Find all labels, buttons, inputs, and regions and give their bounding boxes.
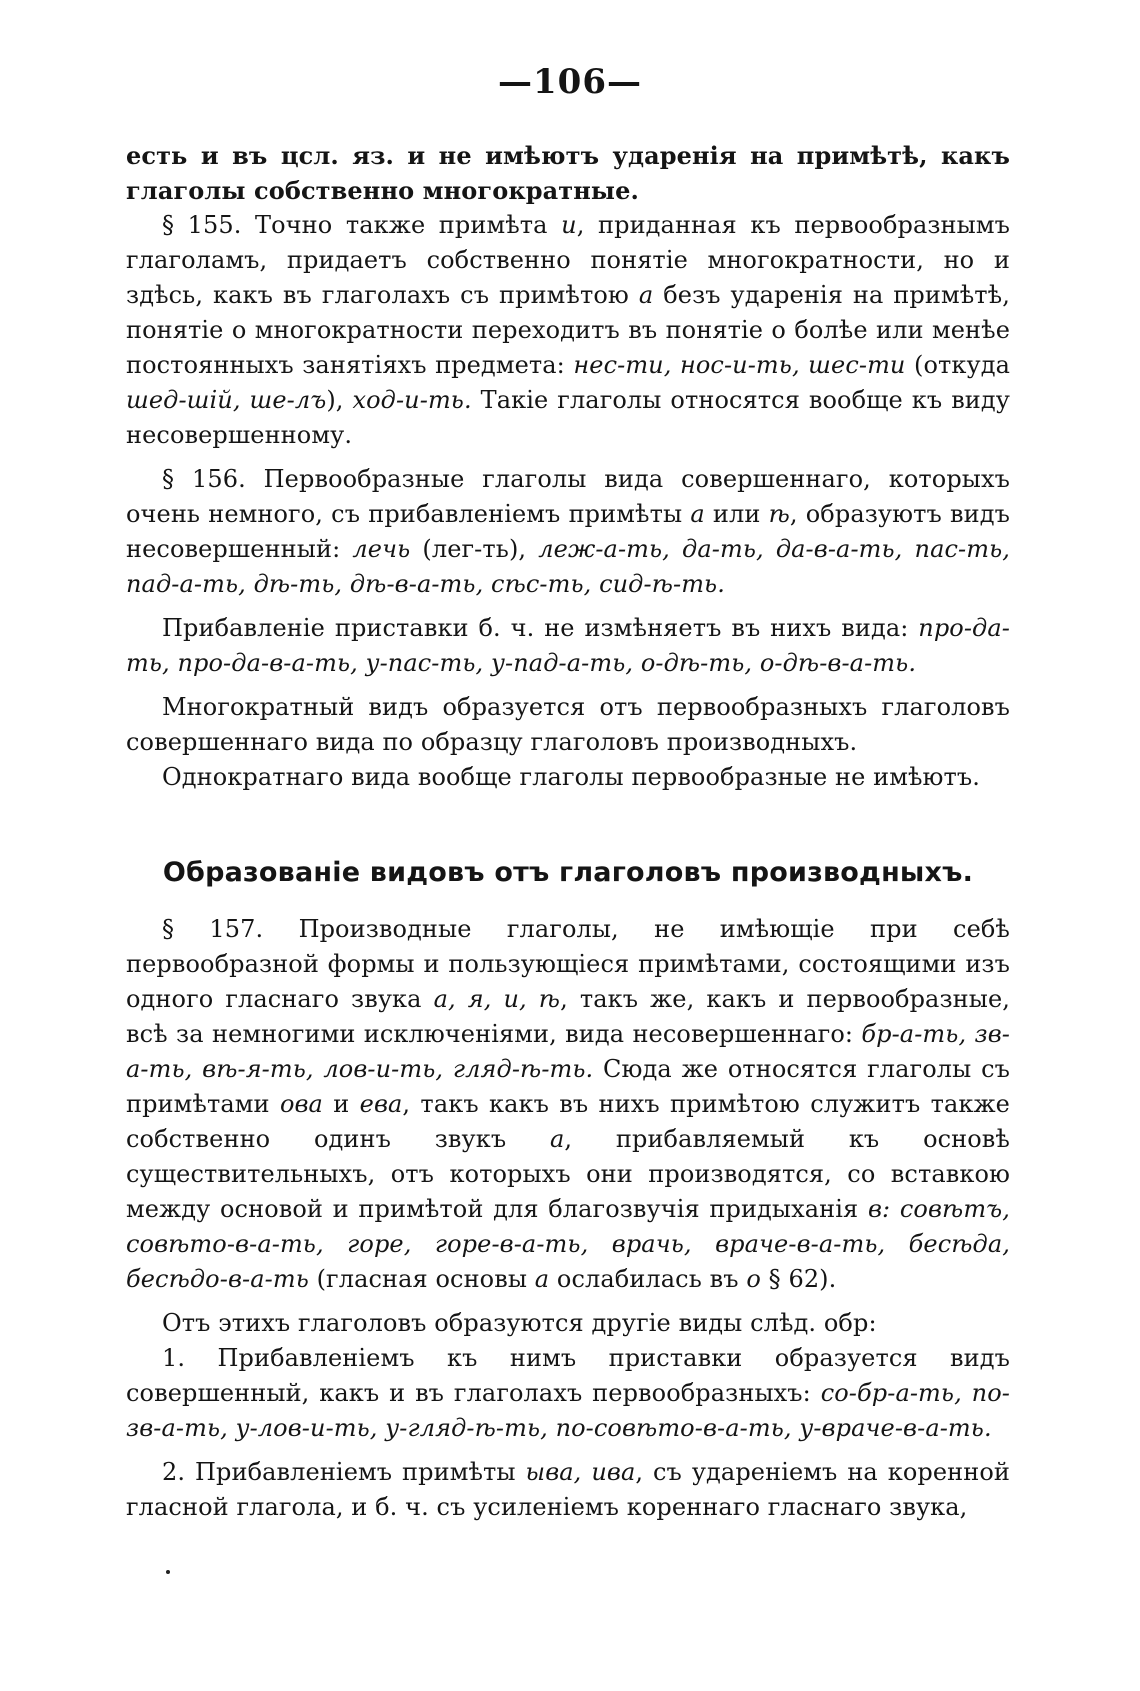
text-column	[126, 138, 1010, 1525]
section-heading: Образованіе видовъ отъ глаголовъ производныхъ.	[162, 857, 974, 888]
paragraph-continuation: есть и въ цсл. яз. и не имѣютъ ударенія на примѣтѣ, какъ глаголы собственно многократные.	[126, 141, 1010, 205]
paragraph-155: § 155. Точно также примѣта и, приданная къ первообразнымъ глаголамъ, придаетъ собственно понятіе многократности, но и здѣсь, какъ въ глаголахъ съ примѣтою а безъ ударенія на примѣтѣ, понятіе о многократности переходитъ въ понятіе о болѣе или менѣе постоянныхъ занятіяхъ предмета: нес-ти, нос-и-ть, шес-ти (откуда шед-шій, ше-лъ), ход-и-ть. Такіе глаголы относятся вообще къ виду несовершенному.	[126, 211, 1011, 449]
paragraph-other-forms: Отъ этихъ глаголовъ образуются другіе виды слѣд. обр:	[162, 1309, 877, 1337]
paragraph-156: § 156. Первообразные глаголы вида совершеннаго, которыхъ очень немного, съ прибавленіемъ примѣты а или ѣ, образуютъ видъ несовершенный: лечь (лег-ть), леж-а-ть, да-ть, да-в-а-ть, пас-ть, пад-а-ть, дѣ-ть, дѣ-в-а-ть, сѣс-ть, сид-ѣ-ть.	[126, 465, 1010, 598]
paragraph-multiple: Многократный видъ образуется отъ первообразныхъ глаголовъ совершеннаго вида по образцу глаголовъ производныхъ.	[126, 693, 1010, 756]
paragraph-157: § 157. Производные глаголы, не имѣющіе при себѣ первообразной формы и пользующіеся примѣтами, состоящими изъ одного гласнаго звука а, я, и, ѣ, такъ же, какъ и первообразные, всѣ за немногими исключеніями, вида несовершеннаго: бр-а-ть, зв-а-ть, вѣ-я-ть, лов-и-ть, гляд-ѣ-ть. Сюда же относятся глаголы съ примѣтами ова и ева, такъ какъ въ нихъ примѣтою служитъ также собственно одинъ звукъ а, прибавляемый къ основѣ существительныхъ, отъ которыхъ они производятся, со вставкою между основой и примѣтой для благозвучія придыханія в: совѣтъ, совѣто-в-а-ть, горе, горе-в-а-ть, врачь, враче-в-а-ть, бесѣда, бесѣдо-в-а-ть (гласная основы а ослабилась въ о § 62).	[126, 915, 1010, 1293]
paragraph-prefix: Прибавленіе приставки б. ч. не измѣняетъ въ нихъ вида: про-да-ть, про-да-в-а-ть, у-пас-ть, у-пад-а-ть, о-дѣ-ть, о-дѣ-в-а-ть.	[126, 614, 1010, 677]
ink-speck	[166, 1570, 170, 1574]
paragraph-single: Однократнаго вида вообще глаголы первообразные не имѣютъ.	[162, 763, 981, 791]
page-number: —106—	[498, 62, 642, 102]
paragraph-rule-2: 2. Прибавленіемъ примѣты ыва, ива, съ удареніемъ на коренной гласной глагола, и б. ч. съ усиленіемъ кореннаго гласнаго звука,	[126, 1458, 1011, 1521]
paragraph-rule-1: 1. Прибавленіемъ къ нимъ приставки образуется видъ совершенный, какъ и въ глаголахъ первообразныхъ: со-бр-а-ть, по-зв-а-ть, у-лов-и-ть, у-гляд-ѣ-ть, по-совѣто-в-а-ть, у-враче-в-а-ть.	[126, 1344, 1010, 1442]
